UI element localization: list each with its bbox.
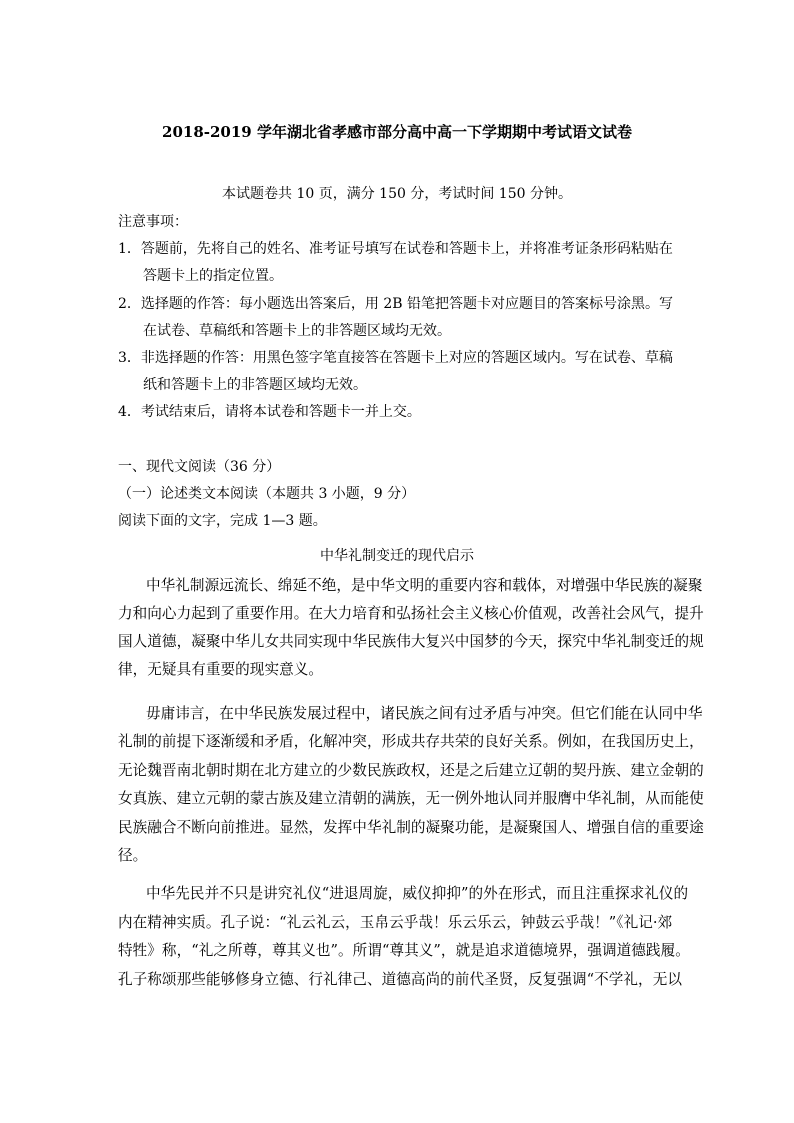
article-line: 孔子称颂那些能够修身立德、行礼律己、道德高尚的前代圣贤，反复强调“不学礼，无以 bbox=[118, 971, 682, 988]
article-line: 国人道德，凝聚中华儿女共同实现中华民族伟大复兴中国梦的今天，探究中华礼制变迁的规 bbox=[118, 633, 704, 650]
note-line: 2．选择题的作答：每小题选出答案后，用 2B 铅笔把答题卡对应题目的答案标号涂黑。写 bbox=[118, 296, 674, 312]
note-line: 纸和答题卡上的非答题区域均无效。 bbox=[143, 377, 367, 393]
article-line: 律，无疑具有重要的现实意义。 bbox=[118, 661, 324, 678]
section-heading: 一、现代文阅读（36 分） bbox=[118, 459, 281, 475]
note-line: 1．答题前，先将自己的姓名、准考证号填写在试卷和答题卡上，并将准考证条形码粘贴在 bbox=[118, 241, 673, 257]
article-title: 中华礼制变迁的现代启示 bbox=[320, 548, 474, 564]
article-line: 礼制的前提下逐渐缓和矛盾，化解冲突，形成共存共荣的良好关系。例如，在我国历史上， bbox=[118, 733, 704, 750]
article-line: 内在精神实质。孔子说：“礼云礼云，玉帛云乎哉！乐云乐云，钟鼓云乎哉！”《礼记·郊 bbox=[118, 914, 673, 931]
article-line: 无论魏晋南北朝时期在北方建立的少数民族政权，还是之后建立辽朝的契丹族、建立金朝的 bbox=[118, 762, 704, 779]
article-line: 中华礼制源远流长、绵延不绝，是中华文明的重要内容和载体，对增强中华民族的凝聚 bbox=[146, 577, 703, 594]
article-line: 女真族、建立元朝的蒙古族及建立清朝的满族，无一例外地认同并服膺中华礼制，从而能使 bbox=[118, 790, 704, 807]
article-line: 力和向心力起到了重要作用。在大力培育和弘扬社会主义核心价值观，改善社会风气，提升 bbox=[118, 605, 704, 622]
article-line: 特牲》称，“礼之所尊，尊其义也”。所谓“尊其义”，就是追求道德境界，强调道德践履。 bbox=[118, 942, 690, 959]
note-line: 3．非选择题的作答：用黑色签字笔直接答在答题卡上对应的答题区域内。写在试卷、草稿 bbox=[118, 350, 673, 366]
reading-instruction: 阅读下面的文字，完成 1—3 题。 bbox=[118, 513, 327, 529]
article-line: 毋庸讳言，在中华民族发展过程中，诸民族之间有过矛盾与冲突。但它们能在认同中华 bbox=[146, 705, 703, 722]
note-line: 在试卷、草稿纸和答题卡上的非答题区域均无效。 bbox=[143, 323, 451, 339]
notes-heading: 注意事项： bbox=[118, 214, 188, 230]
article-line: 径。 bbox=[118, 847, 148, 864]
note-line: 答题卡上的指定位置。 bbox=[143, 268, 283, 284]
article-line: 中华先民并不只是讲究礼仪“进退周旋，威仪抑抑”的外在形式，而且注重探求礼仪的 bbox=[146, 885, 689, 902]
note-line: 4．考试结束后，请将本试卷和答题卡一并上交。 bbox=[118, 404, 421, 420]
document-title: 2018-2019 学年湖北省孝感市部分高中高一下学期期中考试语文试卷 bbox=[162, 123, 632, 141]
exam-info: 本试题卷共 10 页，满分 150 分，考试时间 150 分钟。 bbox=[222, 186, 572, 202]
subsection-heading: （一）论述类文本阅读（本题共 3 小题，9 分） bbox=[118, 486, 416, 502]
article-line: 民族融合不断向前推进。显然，发挥中华礼制的凝聚功能，是凝聚国人、增强自信的重要途 bbox=[118, 819, 704, 836]
